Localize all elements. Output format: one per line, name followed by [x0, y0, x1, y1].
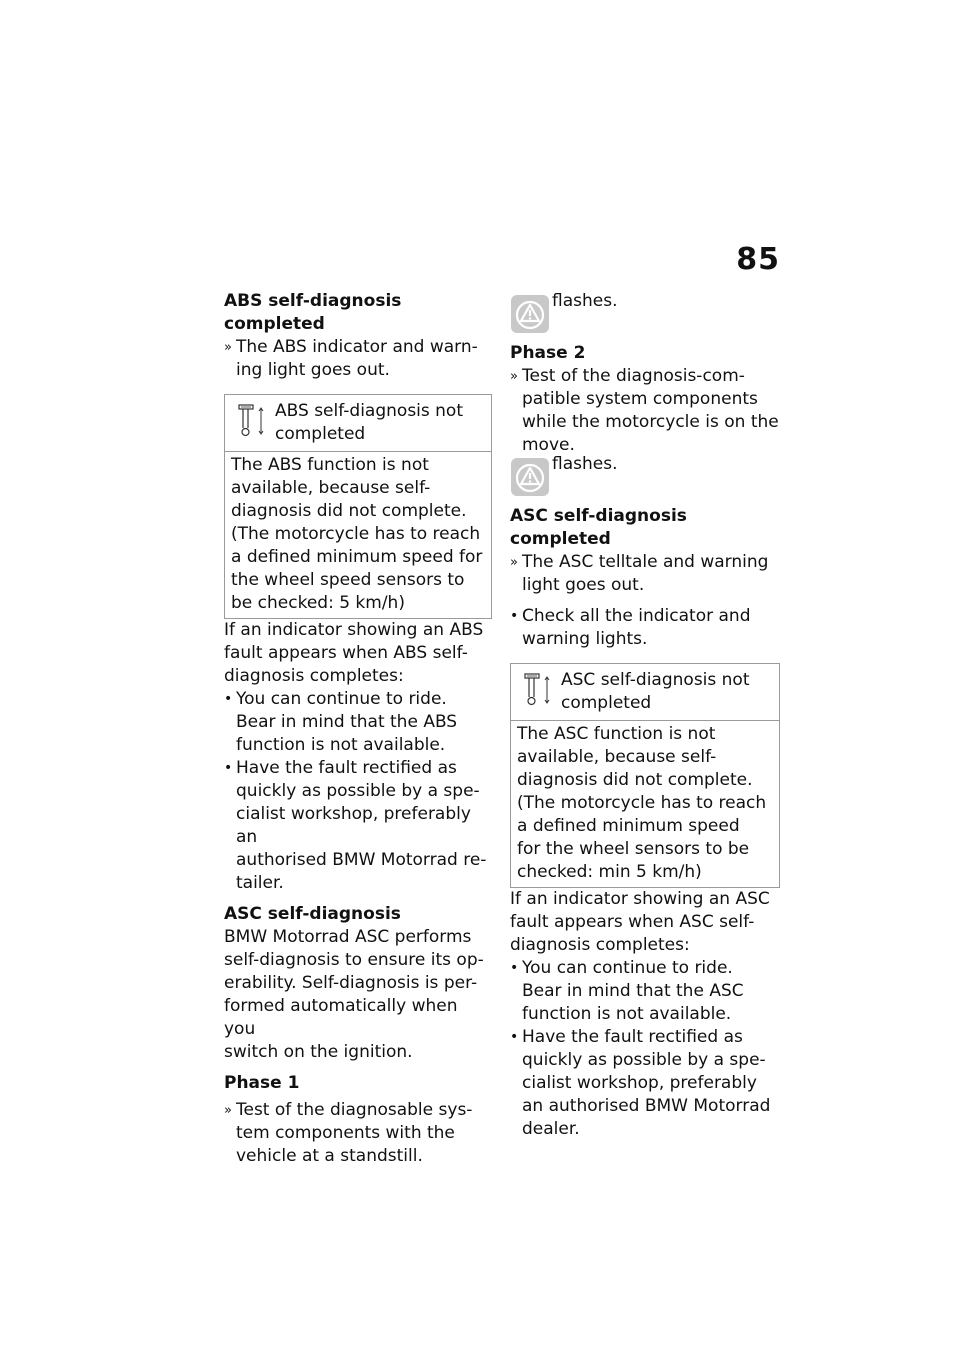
- abs-completed-heading: ABS self-diagnosis completed: [224, 291, 402, 334]
- speedometer-gauge-icon: [237, 404, 265, 438]
- list-item: • Have the fault rectified as quickly as possible by a spe- cialist workshop, preferably an authorised BMW Motorrad dealer.: [510, 1027, 771, 1139]
- flashes-line-2: [510, 453, 780, 493]
- abs-notice-header: [225, 395, 491, 452]
- result-mark: »: [224, 340, 232, 355]
- abs-notice-body: The ABS function is not available, because self- diagnosis did not complete. (The motorcycle has to reach a defined minimum speed for the wheel speed sensors to be checked: 5 km/h): [231, 455, 483, 613]
- phase1-heading: Phase 1: [224, 1073, 300, 1093]
- asc-notice-box: [510, 663, 780, 888]
- flashes-text-1: flashes.: [552, 291, 618, 311]
- asc-completed-result: » The ASC telltale and warning light goes out.: [510, 552, 769, 595]
- asc-heading: ASC self-diagnosis: [224, 904, 401, 924]
- list-item: • You can continue to ride. Bear in mind that the ASC function is not available.: [510, 958, 744, 1024]
- abs-notice-title-2: completed: [275, 424, 366, 444]
- flashes-text-2: flashes.: [552, 454, 618, 474]
- asc-completed-heading: ASC self-diagnosis completed: [510, 506, 687, 549]
- bullet-dot: •: [510, 1029, 519, 1045]
- result-mark: »: [224, 1103, 232, 1118]
- bullet-dot: •: [224, 691, 233, 707]
- bullet-dot: •: [510, 608, 519, 624]
- result-mark: »: [510, 555, 518, 570]
- list-item: • Check all the indicator and warning lights.: [510, 606, 751, 649]
- asc-notice-title-2: completed: [561, 693, 652, 713]
- asc-intro: BMW Motorrad ASC performs self-diagnosis to ensure its op- erability. Self-diagnosis is per- formed automatically when you switch on the ignition.: [224, 927, 484, 1062]
- abs-notice-title-1: ABS self-diagnosis not: [275, 401, 463, 421]
- bullet-dot: •: [510, 960, 519, 976]
- asc-notice-title-1: ASC self-diagnosis not: [561, 670, 750, 690]
- flashes-line-1: [510, 290, 780, 330]
- asc-warning-triangle-icon: [510, 457, 550, 497]
- asc-warning-triangle-icon: [510, 294, 550, 334]
- phase2-heading: Phase 2: [510, 343, 586, 363]
- bullet-dot: •: [224, 760, 233, 776]
- phase1-result: » Test of the diagnosable sys- tem components with the vehicle at a standstill.: [224, 1100, 473, 1166]
- phase2-result: » Test of the diagnosis-com- patible system components while the motorcycle is on the move.: [510, 366, 779, 455]
- abs-fault-intro: If an indicator showing an ABS fault appears when ABS self- diagnosis completes:: [224, 620, 484, 686]
- speedometer-gauge-icon: [523, 673, 551, 707]
- list-item: • You can continue to ride. Bear in mind that the ABS function is not available.: [224, 689, 458, 755]
- right-column: [510, 290, 780, 1141]
- abs-notice-box: [224, 394, 492, 619]
- result-mark: »: [510, 369, 518, 384]
- asc-notice-header: [511, 664, 779, 721]
- left-column: [224, 290, 492, 1168]
- page-number: 85: [736, 242, 780, 277]
- asc-notice-body: The ASC function is not available, because self- diagnosis did not complete. (The motorcycle has to reach a defined minimum speed for the wheel sensors to be checked: min 5 km/h): [517, 724, 767, 882]
- abs-completed-result: » The ABS indicator and warn- ing light goes out.: [224, 337, 478, 380]
- asc-fault-intro: If an indicator showing an ASC fault appears when ASC self- diagnosis completes:: [510, 889, 770, 955]
- list-item: • Have the fault rectified as quickly as possible by a spe- cialist workshop, preferably an authorised BMW Motorrad re- tailer.: [224, 758, 487, 893]
